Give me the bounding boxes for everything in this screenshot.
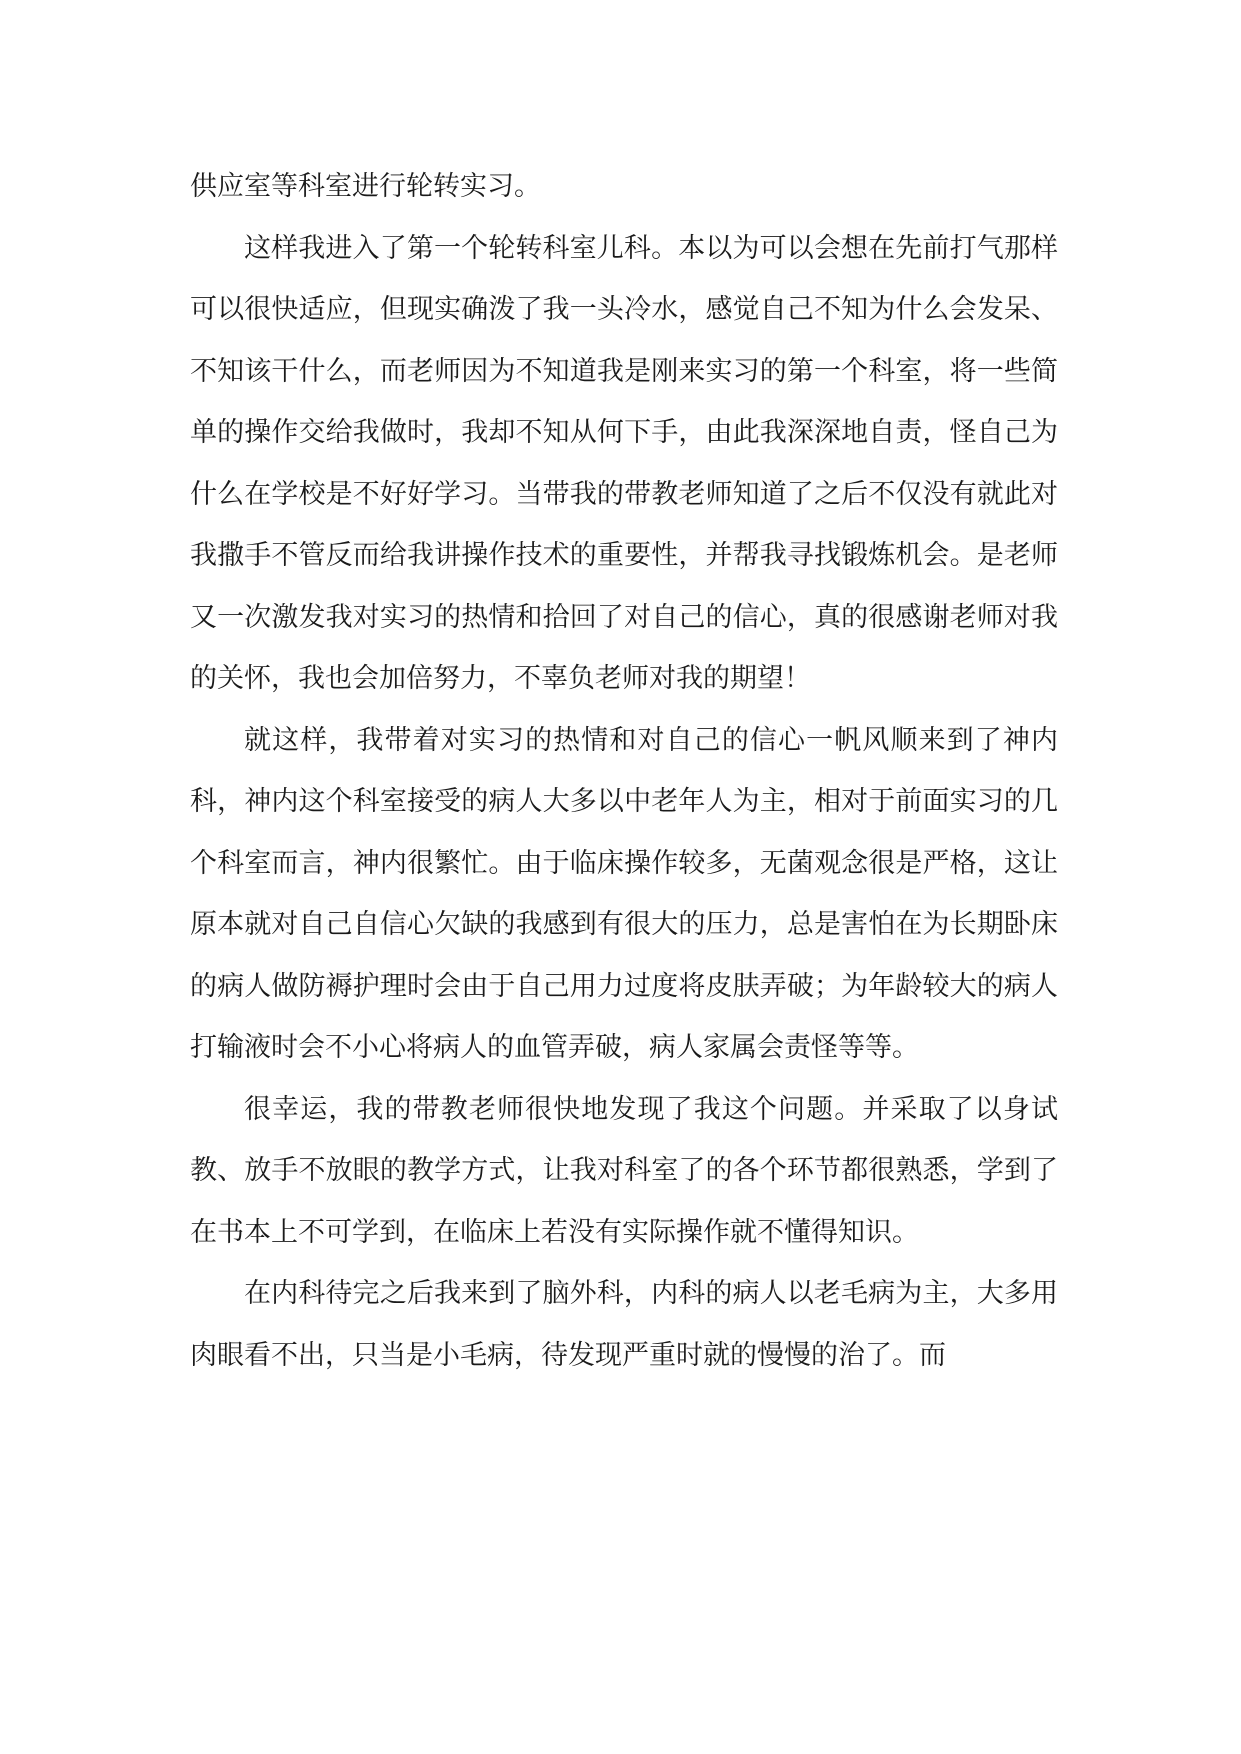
paragraph-2: 这样我进入了第一个轮转科室儿科。本以为可以会想在先前打气那样可以很快适应，但现实确泼了我一头冷水，感觉自己不知为什么会发呆、不知该干什么，而老师因为不知道我是刚来实习的第一个科室，将一些简单的操作交给我做时，我却不知从何下手，由此我深深地自责，怪自己为什么在学校是不好好学习。当带我的带教老师知道了之后不仅没有就此对我撒手不管反而给我讲操作技术的重要性，并帮我寻找锻炼机会。是老师又一次激发我对实习的热情和拾回了对自己的信心，真的很感谢老师对我的关怀，我也会加倍努力，不辜负老师对我的期望！ (190, 232, 1058, 694)
paragraph-3: 就这样，我带着对实习的热情和对自己的信心一帆风顺来到了神内科，神内这个科室接受的病人大多以中老年人为主，相对于前面实习的几个科室而言，神内很繁忙。由于临床操作较多，无菌观念很是严格，这让原本就对自己自信心欠缺的我感到有很大的压力，总是害怕在为长期卧床的病人做防褥护理时会由于自己用力过度将皮肤弄破；为年龄较大的病人打输液时会不小心将病人的血管弄破，病人家属会责怪等等。 (190, 724, 1058, 1063)
paragraph-1: 供应室等科室进行轮转实习。 (190, 171, 541, 202)
paragraph-5: 在内科待完之后我来到了脑外科，内科的病人以老毛病为主，大多用肉眼看不出，只当是小毛病，待发现严重时就的慢慢的治了。而 (190, 1278, 1058, 1371)
document-page (190, 156, 1058, 1386)
paragraph-4: 很幸运，我的带教老师很快地发现了我这个问题。并采取了以身试教、放手不放眼的教学方式，让我对科室了的各个环节都很熟悉，学到了在书本上不可学到，在临床上若没有实际操作就不懂得知识。 (190, 1093, 1058, 1248)
